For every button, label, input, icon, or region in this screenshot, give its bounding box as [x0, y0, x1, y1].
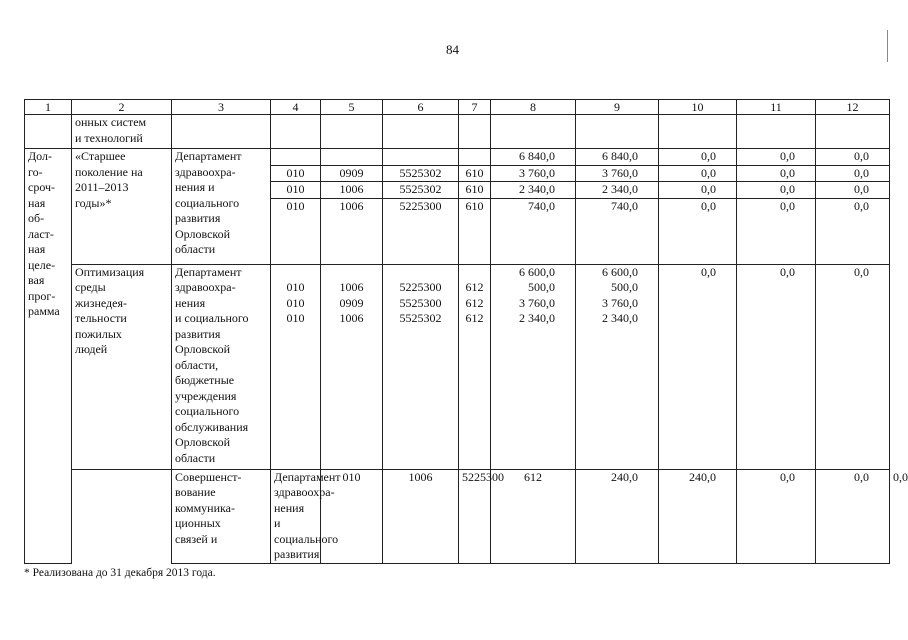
- table-cell: 610: [459, 182, 491, 199]
- table-cell: [72, 469, 172, 563]
- header-cell: 12: [816, 100, 890, 115]
- table-cell: 3 760,0: [576, 165, 659, 182]
- header-cell: 2: [72, 100, 172, 115]
- table-cell: 5225300: [459, 469, 491, 563]
- table-cell: 1006: [321, 198, 383, 264]
- table-cell: 5225300 5525300 5525302: [383, 264, 459, 469]
- table-row: [25, 149, 890, 166]
- table-cell: [383, 149, 459, 166]
- header-cell: 3: [172, 100, 271, 115]
- program-name-cell: «Старшее поколение на 2011–2013 годы»*: [72, 149, 172, 265]
- table-cell: 0,0: [816, 264, 890, 469]
- table-cell: [459, 149, 491, 166]
- table-cell: онных систем и технологий: [72, 115, 172, 149]
- header-row: [25, 100, 890, 115]
- table-cell: 5525302: [383, 165, 459, 182]
- table-cell: 6 840,0: [491, 149, 576, 166]
- scan-edge-mark: [887, 30, 888, 62]
- table-cell: 2 340,0: [491, 182, 576, 199]
- table-cell: 612 612 612: [459, 264, 491, 469]
- table-cell: [576, 115, 659, 149]
- table-cell: 5225300: [383, 198, 459, 264]
- table-cell: [25, 115, 72, 149]
- footnote: * Реализована до 31 декабря 2013 года.: [24, 567, 216, 579]
- table-cell: [737, 115, 816, 149]
- table-cell: [816, 115, 890, 149]
- table-cell: 0,0: [737, 198, 816, 264]
- budget-table: [24, 99, 908, 564]
- table-cell: 0,0: [816, 149, 890, 166]
- table-cell: [459, 115, 491, 149]
- table-cell: 0,0: [659, 198, 737, 264]
- table-cell: [321, 115, 383, 149]
- header-cell: 6: [383, 100, 459, 115]
- header-cell: 1: [25, 100, 72, 115]
- table-cell: 0,0: [816, 469, 890, 563]
- table-cell: 610: [459, 198, 491, 264]
- table-cell: 6 600,0 500,0 3 760,0 2 340,0: [491, 264, 576, 469]
- header-cell: 8: [491, 100, 576, 115]
- table-cell: 1006 0909 1006: [321, 264, 383, 469]
- table-cell: 740,0: [576, 198, 659, 264]
- table-cell: 0,0: [737, 264, 816, 469]
- table-row: [25, 264, 890, 469]
- activity-executor-cell: Департамент здравоохра- нения и социального развития Орловской области, бюджетные учреждения социального обслуживания Орловской области: [172, 264, 271, 469]
- table-cell: 010: [271, 198, 321, 264]
- table-cell: 2 340,0: [576, 182, 659, 199]
- table-row: [25, 115, 890, 149]
- table-cell: 010: [271, 182, 321, 199]
- table-cell: 0,0: [659, 264, 737, 469]
- header-cell: 4: [271, 100, 321, 115]
- header-cell: 11: [737, 100, 816, 115]
- header-cell: 9: [576, 100, 659, 115]
- table-cell: [271, 149, 321, 166]
- activity-name-cell: Оптимизация среды жизнедея- тельности пожилых людей: [72, 264, 172, 469]
- table-cell: 610: [459, 165, 491, 182]
- table-row: Совершенст- вование коммуника- ционных связей и Департамент здравоохра- нения и социального развития 010 1006 5225300 612 240,0 240,0 0,0 0,0 0,0: [25, 469, 890, 563]
- table-cell: 3 760,0: [491, 165, 576, 182]
- program-executor-cell: Департамент здравоохра- нения и социального развития Орловской области: [172, 149, 271, 265]
- table-cell: [271, 115, 321, 149]
- table-cell: [491, 115, 576, 149]
- table-cell: 0,0: [816, 165, 890, 182]
- header-cell: 10: [659, 100, 737, 115]
- table-cell: 1006: [383, 469, 459, 563]
- table-cell: 0,0: [659, 182, 737, 199]
- table-cell: 6 840,0: [576, 149, 659, 166]
- table-cell: 240,0: [576, 469, 659, 563]
- header-cell: 7: [459, 100, 491, 115]
- table-cell: 010: [321, 469, 383, 563]
- page-number: 84: [446, 42, 459, 57]
- table-cell: [321, 149, 383, 166]
- activity-name-cell: Совершенст- вование коммуника- ционных связей и: [172, 469, 271, 563]
- table-cell: 0,0: [816, 198, 890, 264]
- table-cell: 010: [271, 165, 321, 182]
- table-cell: 740,0: [491, 198, 576, 264]
- program-type-cell: Дол- го- сроч- ная об- ласт- ная целе- вая прог- рамма: [25, 149, 72, 564]
- activity-executor-cell: Департамент здравоохра- нения и социального развития: [271, 469, 321, 563]
- table-cell: 0,0: [737, 165, 816, 182]
- header-cell: 5: [321, 100, 383, 115]
- table-cell: 612: [491, 469, 576, 563]
- table-cell: [172, 115, 271, 149]
- table-cell: 0,0: [737, 469, 816, 563]
- table-cell: 1006: [321, 182, 383, 199]
- table-cell: 240,0: [659, 469, 737, 563]
- table-cell: 0,0: [659, 165, 737, 182]
- table-cell: 0,0: [659, 149, 737, 166]
- table-cell: 0,0: [737, 149, 816, 166]
- table-cell: 0,0: [737, 182, 816, 199]
- table-cell: 0,0: [816, 182, 890, 199]
- table-cell: 6 600,0 500,0 3 760,0 2 340,0: [576, 264, 659, 469]
- table-cell: [383, 115, 459, 149]
- table-cell: 5525302: [383, 182, 459, 199]
- table-cell: [659, 115, 737, 149]
- table-cell: 010 010 010: [271, 264, 321, 469]
- table-cell: 0909: [321, 165, 383, 182]
